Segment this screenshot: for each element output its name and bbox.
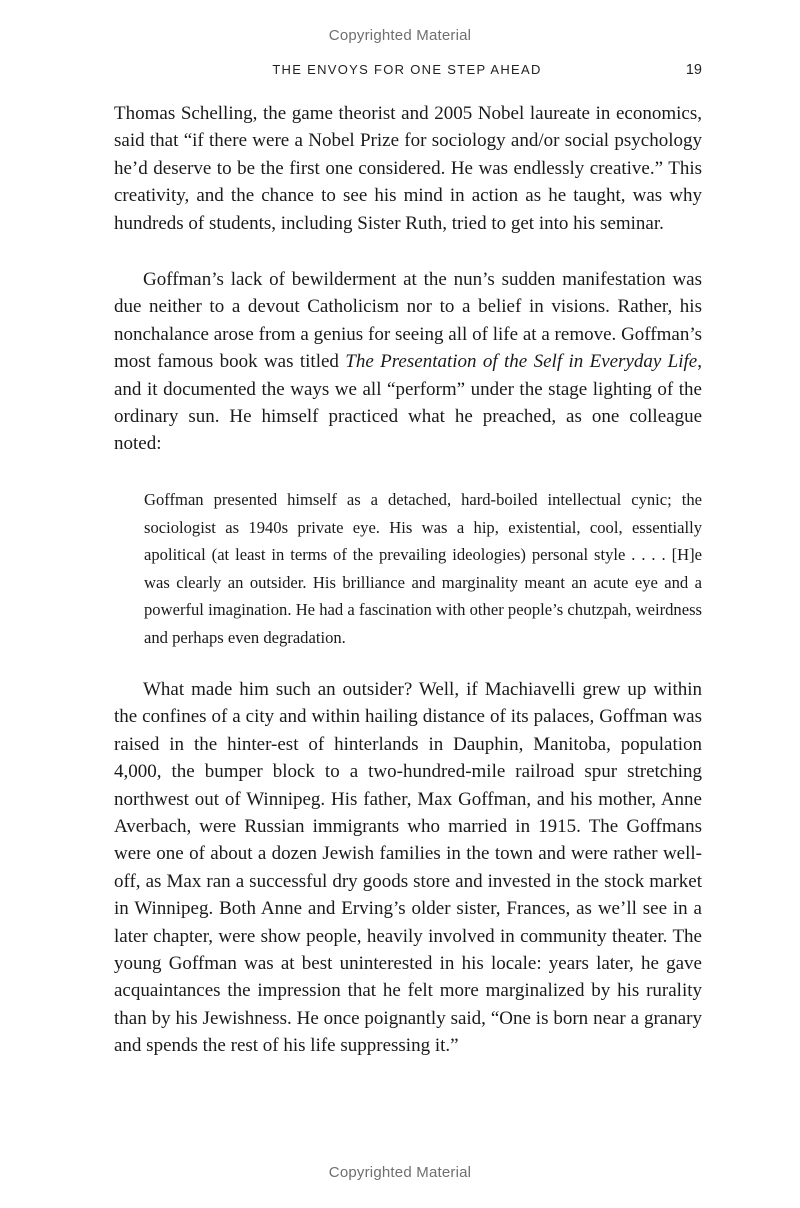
block-quote: Goffman presented himself as a detached, hard-boiled intellectual cynic; the sociologist as 1940s private eye. His was a hip, existential, cool, essentially apolitical (at least in terms of the prevailing ideologies) personal style . . . . [H]e was clearly an outsider. His brilliance and marginality meant an acute eye and a powerful imagination. He had a fascination with other people’s chutzpah, weirdness and perhaps even degradation. bbox=[144, 490, 702, 647]
body-paragraph-1 bbox=[114, 100, 702, 237]
copyright-watermark-bottom: Copyrighted Material bbox=[328, 1164, 472, 1181]
body-paragraph-3 bbox=[114, 676, 702, 1060]
page-number: 19 bbox=[685, 62, 702, 78]
paragraph-text-start: Goffman’s lack of bewilderment at the nun’s sudden manifestation was due neither to a devout Catholicism nor to a belief in visions. Rather, his nonchalance arose from a genius for seeing all of life at a remove. Goffman’s most famous book was titled bbox=[114, 269, 702, 373]
running-header bbox=[0, 62, 800, 82]
paragraph-text: Thomas Schelling, the game theorist and 2005 Nobel laureate in economics, said that “if there were a Nobel Prize for sociology and/or social psychology he’d deserve to be the first one considered. He was endlessly creative.” This creativity, and the chance to see his mind in action as he taught, was why hundreds of students, including Sister Ruth, tried to get into his seminar. bbox=[114, 103, 702, 234]
body-paragraph-2 bbox=[114, 266, 702, 458]
copyright-watermark-top: Copyrighted Material bbox=[328, 27, 472, 44]
running-title: THE ENVOYS FOR ONE STEP AHEAD bbox=[272, 62, 542, 77]
paragraph-text bbox=[114, 266, 702, 458]
paragraph-text-end: , and it documented the ways we all “perform” under the stage lighting of the ordinary sun. He himself practiced what he preached, as one colleague noted: bbox=[114, 351, 702, 455]
paragraph-text: What made him such an outsider? Well, if Machiavelli grew up within the confines of a city and within hailing distance of its palaces, Goffman was raised in the hinter-est of hinterlands in Dauphin, Manitoba, population 4,000, the bumper block to a two-hundred-mile railroad spur stretching northwest out of Winnipeg. His father, Max Goffman, and his mother, Anne Averbach, were Russian immigrants who married in 1915. The Goffmans were one of about a dozen Jewish families in the town and were rather well-off, as Max ran a successful dry goods store and invested in the stock market in Winnipeg. Both Anne and Erving’s older sister, Frances, as we’ll see in a later chapter, were show people, heavily involved in community theater. The young Goffman was at best uninterested in his locale: years later, he gave acquaintances the impression that he felt more marginalized by his rurality than by his Jewishness. He once poignantly said, “One is born near a granary and spends the rest of his life suppressing it.” bbox=[114, 679, 702, 1057]
book-title: The Presentation of the Self in Everyday Life bbox=[345, 351, 698, 373]
